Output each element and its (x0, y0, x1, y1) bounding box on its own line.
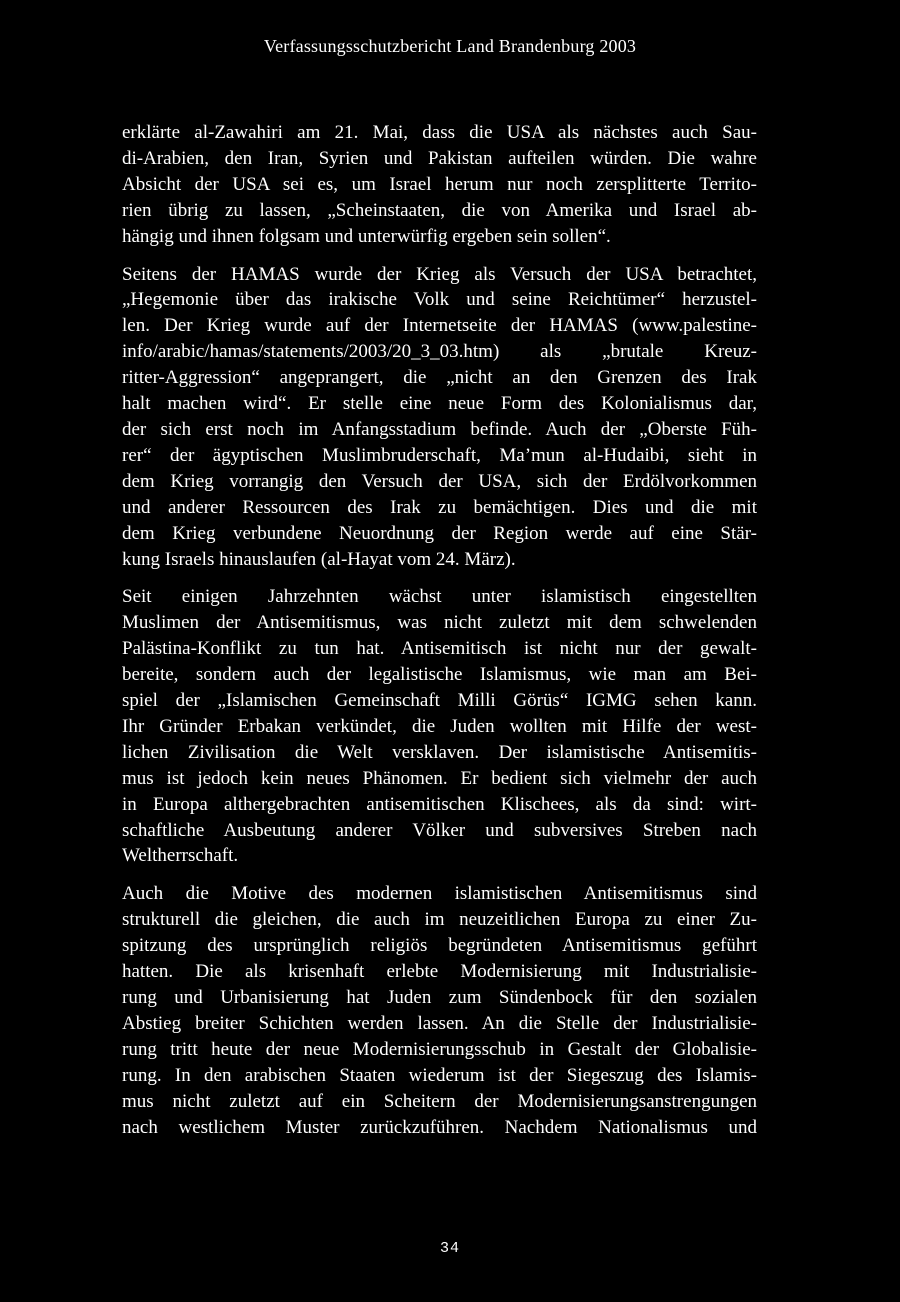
text-line: der sich erst noch im Anfangsstadium befinde. Auch der „Oberste Füh- (122, 418, 757, 440)
text-line: info/arabic/hamas/statements/2003/20_3_03.htm) als „brutale Kreuz- (122, 341, 757, 363)
text-line: strukturell die gleichen, die auch im neuzeitlichen Europa zu einer Zu- (122, 909, 757, 931)
body-text (122, 120, 757, 1152)
text-line: Ihr Gründer Erbakan verkündet, die Juden wollten mit Hilfe der west- (122, 715, 757, 737)
text-line: mus ist jedoch kein neues Phänomen. Er bedient sich vielmehr der auch (122, 767, 757, 789)
text-line: dem Krieg verbundene Neuordnung der Region werde auf eine Stär- (122, 522, 757, 544)
text-line: „Hegemonie über das irakische Volk und seine Reichtümer“ herzustel- (122, 289, 757, 311)
text-line: hängig und ihnen folgsam und unterwürfig ergeben sein sollen“. (122, 225, 611, 247)
text-line: rer“ der ägyptischen Muslimbruderschaft, Ma’mun al-Hudaibi, sieht in (122, 444, 757, 466)
text-line: Absicht der USA sei es, um Israel herum nur noch zersplitterte Territo- (122, 173, 757, 195)
text-line: spitzung des ursprünglich religiös begründeten Antisemitismus geführt (122, 935, 757, 957)
text-line: Palästina-Konflikt zu tun hat. Antisemitisch ist nicht nur der gewalt- (122, 638, 757, 660)
page-number: 34 (439, 1240, 460, 1257)
text-line: und anderer Ressourcen des Irak zu bemächtigen. Dies und die mit (122, 496, 757, 518)
text-line: erklärte al-Zawahiri am 21. Mai, dass die USA als nächstes auch Sau- (122, 122, 757, 143)
text-line: in Europa althergebrachten antisemitischen Klischees, als da sind: wirt- (122, 793, 757, 815)
text-line: Abstieg breiter Schichten werden lassen. An die Stelle der Industrialisie- (122, 1012, 757, 1034)
text-line: Weltherrschaft. (122, 845, 239, 867)
text-line: Seitens der HAMAS wurde der Krieg als Versuch der USA betrachtet, (122, 263, 757, 285)
text-line: lichen Zivilisation die Welt versklaven. Der islamistische Antisemitis- (122, 741, 757, 763)
text-line: halt machen wird“. Er stelle eine neue Form des Kolonialismus dar, (122, 393, 757, 415)
text-line: Auch die Motive des modernen islamistischen Antisemitismus sind (122, 883, 757, 905)
text-line: hatten. Die als krisenhaft erlebte Modernisierung mit Industrialisie- (122, 961, 757, 983)
text-line: Seit einigen Jahrzehnten wächst unter islamistisch eingestellten (122, 586, 757, 608)
text-line: kung Israels hinauslaufen (al-Hayat vom 24. März). (122, 548, 516, 570)
text-line: nach westlichem Muster zurückzuführen. Nachdem Nationalismus und (122, 1116, 757, 1138)
text-line: di-Arabien, den Iran, Syrien und Pakistan aufteilen würden. Die wahre (122, 147, 757, 169)
running-header: Verfassungsschutzbericht Land Brandenburg 2003 (263, 36, 637, 56)
text-line: Muslimen der Antisemitismus, was nicht zuletzt mit dem schwelenden (122, 612, 757, 634)
paragraph (122, 881, 757, 1140)
text-line: mus nicht zuletzt auf ein Scheitern der Modernisierungsanstrengungen (122, 1090, 757, 1112)
text-line: rung. In den arabischen Staaten wiederum ist der Siegeszug des Islamis- (122, 1064, 757, 1086)
text-line: bereite, sondern auch der legalistische Islamismus, wie man am Bei- (122, 664, 757, 686)
paragraph (122, 584, 757, 869)
text-line: rien übrig zu lassen, „Scheinstaaten, die von Amerika und Israel ab- (122, 199, 757, 221)
text-line: spiel der „Islamischen Gemeinschaft Milli Görüs“ IGMG sehen kann. (122, 690, 757, 712)
text-line: rung tritt heute der neue Modernisierungsschub in Gestalt der Globalisie- (122, 1038, 757, 1060)
text-line: schaftliche Ausbeutung anderer Völker und subversives Streben nach (122, 819, 757, 841)
text-line: len. Der Krieg wurde auf der Internetseite der HAMAS (www.palestine- (122, 315, 757, 337)
text-line: rung und Urbanisierung hat Juden zum Sündenbock für den sozialen (122, 987, 757, 1008)
text-line: dem Krieg vorrangig den Versuch der USA, sich der Erdölvorkommen (122, 470, 757, 492)
text-line: ritter-Aggression“ angeprangert, die „nicht an den Grenzen des Irak (122, 367, 757, 389)
paragraph (122, 262, 757, 573)
paragraph (122, 120, 757, 250)
